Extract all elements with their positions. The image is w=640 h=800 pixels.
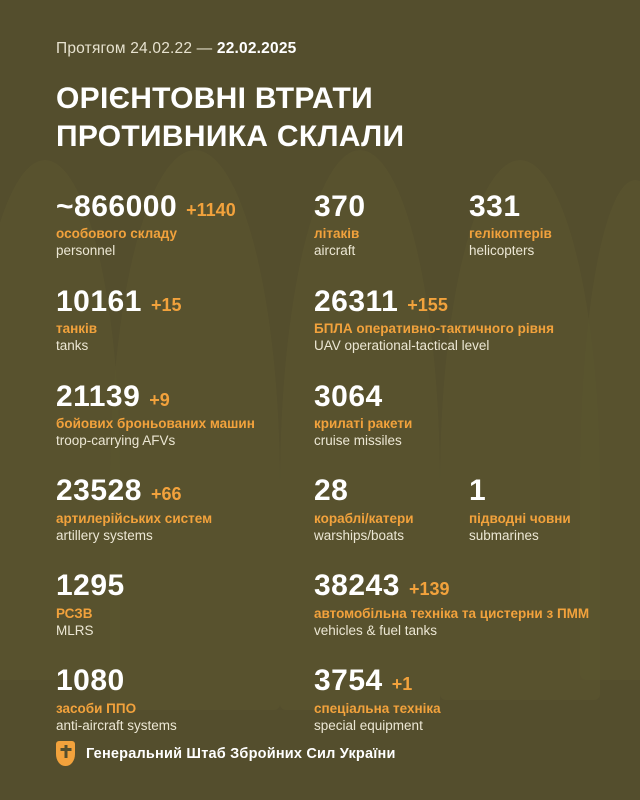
stat-figure bbox=[56, 381, 314, 413]
page-title-line-2: ПРОТИВНИКА СКЛАЛИ bbox=[56, 120, 405, 154]
stat-tanks bbox=[56, 286, 314, 355]
stat-label-en: MLRS bbox=[56, 622, 94, 638]
period-line bbox=[56, 40, 594, 58]
stats-column-left bbox=[56, 191, 314, 760]
stat-label-en: helicopters bbox=[469, 243, 535, 259]
stat-label-en: warships/boats bbox=[314, 528, 405, 544]
trident-icon bbox=[56, 741, 75, 766]
stat-label-ua: бойових броньованих машин bbox=[56, 416, 255, 432]
page-title bbox=[56, 80, 594, 157]
stat-figure bbox=[469, 191, 552, 223]
stat-label-en: aircraft bbox=[314, 243, 356, 259]
stat-label-en: troop-carrying AFVs bbox=[56, 433, 176, 449]
stat-cruise-missiles bbox=[314, 381, 594, 450]
stat-anti-aircraft bbox=[56, 665, 314, 734]
page-title-line-1: ОРІЄНТОВНІ ВТРАТИ bbox=[56, 82, 373, 115]
period-date: 22.02.2025 bbox=[216, 40, 297, 57]
stat-value: 28 bbox=[314, 474, 349, 508]
footer-label: Генеральний Штаб Збройних Сил України bbox=[86, 745, 396, 762]
stat-figure bbox=[314, 381, 594, 413]
stat-artillery bbox=[56, 475, 314, 544]
stat-label-ua: РСЗВ bbox=[56, 605, 93, 621]
stat-label-en: tanks bbox=[56, 338, 89, 354]
stat-figure bbox=[56, 665, 314, 697]
stat-submarines bbox=[469, 475, 571, 544]
stat-value: 3754 bbox=[314, 664, 383, 698]
stat-delta: +9 bbox=[149, 389, 170, 410]
stat-figure bbox=[314, 191, 469, 223]
stat-label-en: artillery systems bbox=[56, 528, 153, 544]
stat-value: 370 bbox=[314, 189, 366, 223]
stat-figure bbox=[314, 665, 594, 697]
stat-label-ua: кораблі/катери bbox=[314, 510, 414, 526]
stat-label-en: special equipment bbox=[314, 717, 423, 733]
stats-row-air bbox=[314, 191, 594, 286]
stat-label-ua: спеціальна техніка bbox=[314, 700, 441, 716]
stats-column-right bbox=[314, 191, 594, 760]
stat-delta: +139 bbox=[408, 579, 450, 600]
stat-label-ua: крилаті ракети bbox=[314, 416, 413, 432]
stat-label-en: personnel bbox=[56, 243, 116, 259]
stat-label-en: UAV operational-tactical level bbox=[314, 338, 490, 354]
stat-label-en: submarines bbox=[469, 528, 539, 544]
stat-label-ua: гелікоптерів bbox=[469, 226, 552, 242]
stat-label-ua: підводні човни bbox=[469, 510, 571, 526]
stat-figure bbox=[314, 475, 469, 507]
stat-label-en: vehicles & fuel tanks bbox=[314, 622, 438, 638]
stat-value: 331 bbox=[469, 189, 521, 223]
stat-value: 21139 bbox=[56, 379, 141, 413]
stat-afvs bbox=[56, 381, 314, 450]
stat-personnel bbox=[56, 191, 314, 260]
stat-label-ua: танків bbox=[56, 321, 98, 337]
stat-delta: +15 bbox=[150, 294, 182, 315]
stat-label-ua: засоби ППО bbox=[56, 700, 137, 716]
stats-row-naval bbox=[314, 475, 594, 570]
stat-figure bbox=[469, 475, 571, 507]
stat-figure bbox=[56, 570, 314, 602]
stat-label-ua: літаків bbox=[314, 226, 360, 242]
stat-mlrs bbox=[56, 570, 314, 639]
stat-value: 3064 bbox=[314, 379, 383, 413]
stat-figure bbox=[56, 191, 314, 223]
stat-label-ua: особового складу bbox=[56, 226, 177, 242]
stat-warships bbox=[314, 475, 469, 544]
stat-label-ua: артилерійських систем bbox=[56, 510, 213, 526]
stat-delta: +66 bbox=[150, 484, 182, 505]
stats-columns bbox=[56, 191, 594, 760]
stat-special-equipment bbox=[314, 665, 594, 734]
stat-label-ua: автомобільна техніка та цистерни з ПММ bbox=[314, 605, 590, 621]
stat-label-ua: БПЛА оперативно-тактичного рівня bbox=[314, 321, 554, 337]
stat-value: 1 bbox=[469, 474, 487, 508]
footer bbox=[56, 741, 396, 766]
stat-label-en: cruise missiles bbox=[314, 433, 402, 449]
stat-label-en: anti-aircraft systems bbox=[56, 717, 177, 733]
stat-value: 1295 bbox=[56, 569, 125, 603]
stat-helicopters bbox=[469, 191, 552, 260]
stat-delta: +1 bbox=[391, 674, 413, 695]
stat-figure bbox=[56, 286, 314, 318]
stat-value: 26311 bbox=[314, 284, 399, 318]
stat-value: ~866000 bbox=[56, 189, 178, 223]
stat-figure bbox=[56, 475, 314, 507]
stat-aircraft bbox=[314, 191, 469, 260]
period-prefix: Протягом 24.02.22 — bbox=[56, 40, 213, 57]
stat-delta: +1140 bbox=[186, 199, 236, 220]
stat-value: 1080 bbox=[56, 664, 125, 698]
stat-figure bbox=[314, 286, 594, 318]
stat-value: 38243 bbox=[314, 569, 400, 603]
stat-value: 10161 bbox=[56, 284, 142, 318]
stat-vehicles-fuel-tanks bbox=[314, 570, 594, 639]
stat-figure bbox=[314, 570, 594, 602]
stat-value: 23528 bbox=[56, 474, 142, 508]
stat-uav bbox=[314, 286, 594, 355]
stat-delta: +155 bbox=[407, 294, 448, 315]
